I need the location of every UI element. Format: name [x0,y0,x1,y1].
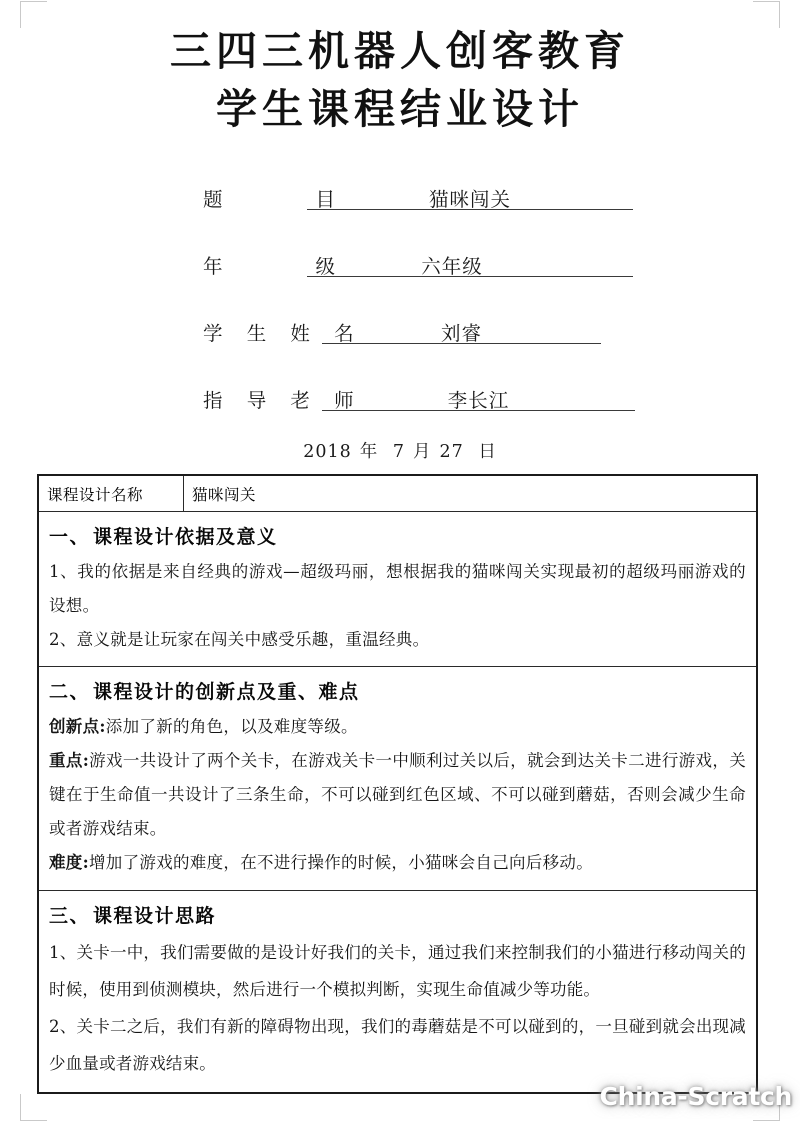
cell-section-2 [38,667,757,890]
date-year: 2018 [303,442,352,462]
section-2-paragraph-2-lead: 重点: [49,751,90,771]
section-3-heading-text: 课程设计思路 [93,904,217,927]
title-line-organization: 三四三机器人创客教育 [170,27,630,75]
section-1-heading-text: 课程设计依据及意义 [93,526,278,548]
section-3-heading [49,901,746,928]
section-3-paragraph-1-text: 1、关卡一中，我们需要做的是设计好我们的关卡，通过我们来控制我们的小猫进行移动闯关的时候，使用到侦测模块，然后进行一个模拟判断，实现生命值减少等功能。 [49,942,746,999]
form-rule-student-name [322,343,601,344]
date-day-unit: 日 [478,442,497,462]
section-1-paragraph-1-text: 1、我的依据是来自经典的游戏—超级玛丽，想根据我的猫咪闯关实现最初的超级玛丽游戏的设想。 [49,562,746,615]
form-value-grade[interactable]: 六年级 [421,255,483,278]
section-2-paragraph-1 [49,710,746,744]
section-3-paragraph-2 [49,1008,746,1082]
form-label-student-name: 学 生 姓 名 [203,322,363,345]
form-value-instructor[interactable]: 李长江 [447,389,510,412]
date-month-unit: 月 [412,442,432,462]
date-day: 27 [439,442,464,462]
date-month: 7 [392,442,405,462]
section-2-paragraph-2 [49,744,746,845]
form-value-project-title[interactable]: 猫咪闯关 [428,188,511,211]
table-row-section-2 [38,667,757,890]
section-2-paragraph-1-text: 添加了新的角色，以及难度等级。 [105,717,358,737]
table-row-design-name [38,475,757,512]
section-1-heading [49,522,746,549]
watermark-china-scratch: China-Scratch [599,1082,792,1111]
form-row-student-name [0,310,800,377]
section-2-paragraph-3 [49,846,746,880]
section-2-heading-text: 课程设计的创新点及重、难点 [93,681,360,704]
form-row-instructor [0,377,800,444]
section-2-number: 二、 [49,681,91,704]
page-corner-mark-bottom-left [20,1094,47,1121]
section-3-paragraph-2-text: 2、关卡二之后，我们有新的障碍物出现，我们的毒蘑菇是不可以碰到的，一旦碰到就会出现减少血量或者游戏结束。 [49,1016,746,1073]
section-2-heading [49,677,746,704]
cover-form-fields [0,176,800,444]
section-1-paragraph-2-text: 2、意义就是让玩家在闯关中感受乐趣，重温经典。 [49,629,430,649]
form-date-line [0,438,800,463]
title-line-subject: 学生课程结业设计 [216,85,584,134]
table-row-section-1 [38,512,757,667]
section-1-number: 一、 [49,526,91,548]
form-label-instructor: 指 导 老 师 [203,389,363,412]
section-2-paragraph-2-text: 游戏一共设计了两个关卡，在游戏关卡一中顺利过关以后，就会到达关卡二进行游戏，关键在于生命值一共设计了三条生命，不可以碰到红色区域、不可以碰到蘑菇，否则会减少生命或者游戏结束。 [49,751,747,838]
cell-value-design-name[interactable]: 猫咪闯关 [184,475,758,512]
table-row-section-3 [38,890,757,1093]
cell-section-3 [38,890,757,1093]
section-1-paragraph-1 [49,555,746,623]
section-1-paragraph-2 [49,623,746,657]
section-3-paragraph-1 [49,934,746,1008]
section-2-paragraph-1-lead: 创新点: [49,717,106,737]
form-rule-instructor [322,410,635,411]
course-design-table [37,474,758,1094]
section-3-number: 三、 [49,904,91,927]
form-value-student-name[interactable]: 刘睿 [440,322,482,345]
cell-section-1 [38,512,757,667]
page-corner-mark-bottom-right [753,1094,780,1121]
document-title-block [0,22,800,138]
form-row-grade [0,243,800,310]
form-rule-project-title [307,209,633,210]
section-2-paragraph-3-text: 增加了游戏的难度，在不进行操作的时候，小猫咪会自己向后移动。 [89,852,593,872]
cell-label-design-name: 课程设计名称 [38,475,184,512]
date-year-unit: 年 [359,442,379,462]
section-2-paragraph-3-lead: 难度: [49,852,89,872]
form-label-grade: 年 级 [203,255,337,278]
form-row-project-title [0,176,800,243]
form-label-project-title: 题 目 [203,188,337,211]
form-rule-grade [307,276,633,277]
